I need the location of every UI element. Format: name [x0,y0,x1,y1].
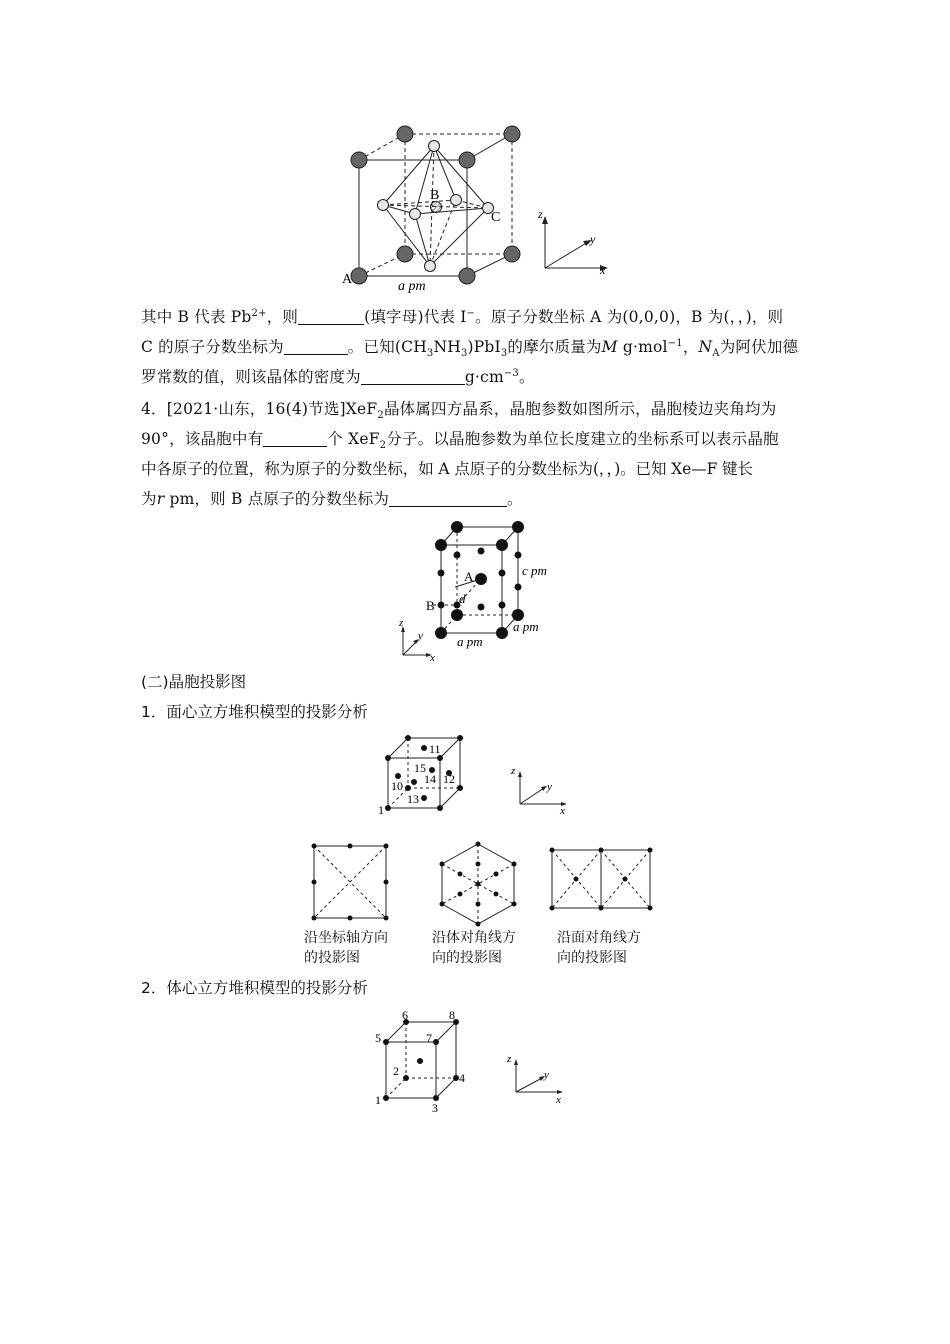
label-a-pm: a pm [398,279,426,293]
q3-text: 罗常数的值，则该晶体的密度为 [141,368,361,386]
corner-atom [457,785,463,791]
label-a: A [342,272,353,287]
face-atom [421,745,427,751]
f-atom [499,602,506,609]
axis-y-label: y [590,232,596,246]
face-atom [410,209,421,220]
f-atom [499,570,506,577]
corner-atom [457,735,463,741]
f-atom [515,552,522,559]
corner-atom [504,246,520,262]
corner-atom [397,246,413,262]
q4-sub: 2 [379,440,387,452]
f-atom [515,584,522,591]
caption-face-diagonal-projection [557,928,641,968]
question-3-text [141,302,809,392]
q4-text: 。 [507,490,523,508]
xe-atom [451,609,463,621]
n10: 10 [391,779,403,793]
projection-axis-figure [308,840,392,924]
n15: 15 [414,761,426,775]
label-c-pm: c pm [522,563,547,578]
q4-sub: 2 [377,410,384,422]
label-a: A [464,569,474,584]
q3-sub: 3 [460,348,468,360]
f-atom [438,570,445,577]
q3-text: 其中 B 代表 Pb [141,308,252,326]
item-1-title: 1．面心立方堆积模型的投影分析 [141,703,368,721]
corner-atom [383,1095,389,1101]
q4-text: 晶体属四方晶系，晶胞参数如图所示，晶胞棱边夹角均为 [383,400,777,418]
corner-atom [351,152,367,168]
q3-sub: 3 [500,348,508,360]
n11: 11 [429,742,441,756]
q3-text: )PbI [467,338,501,356]
corner-atom [437,805,443,811]
f-atom [478,604,485,611]
q3-sup: −1 [667,337,683,349]
answer-blank [361,366,465,385]
axis-x-label: x [430,652,435,664]
answer-blank [389,488,507,507]
f-atom [438,602,445,609]
corner-atom [403,1075,409,1081]
label-a-pm-bottom: a pm [457,634,483,649]
corner-atom [385,805,391,811]
answer-blank [298,306,364,325]
body-center-atom [417,1058,423,1064]
axis-x-label: x [560,805,565,817]
q3-text: g·mol [617,338,668,356]
caption-axis-projection [304,928,388,968]
face-atom [451,195,462,206]
label-c: C [491,210,501,225]
axis-x-label: x [600,263,606,277]
q3-sub: 3 [426,348,434,360]
xef2-cell-figure [395,515,565,665]
corner-atom [405,735,411,741]
face-atom [378,200,389,211]
corner-atom [385,755,391,761]
axis-y-label: y [547,781,552,793]
caption-line: 向的投影图 [557,950,627,966]
q3-text: g·cm [464,368,504,386]
xe-atom [512,521,524,533]
n2: 2 [393,1064,399,1078]
projection-face-diagonal-figure [546,844,656,914]
q3-text: (填字母)代表 I [364,308,467,326]
corner-atom [351,268,367,284]
q3-text: 为阿伏加德 [719,338,799,356]
corner-atom [397,126,413,142]
f-atom [478,548,485,555]
n6: 6 [402,1008,408,1022]
caption-line: 沿面对角线方 [557,930,641,946]
q3-text: C 的原子分数坐标为 [141,338,284,356]
face-atom [421,795,427,801]
axis-z-label: z [538,207,543,221]
label-a-pm-right: a pm [513,619,539,634]
label-b: B [430,188,440,203]
face-atom [425,261,436,272]
q3-text: 。原子分数坐标 A 为(0,0,0)，B 为(，，)，则 [475,308,784,326]
xe-atom [435,627,447,639]
q4-text: 90°，该晶胞中有 [141,430,264,448]
axis-x-label: x [556,1094,561,1106]
n3: 3 [432,1101,438,1115]
face-atom [429,141,440,152]
n7: 7 [426,1031,432,1045]
axis-z-label: z [511,765,516,777]
q4-text: pm，则 B 点原子的分数坐标为 [164,490,390,508]
n1: 1 [378,803,384,817]
q3-sup: 2+ [251,307,267,319]
q3-text: ，则 [266,308,299,326]
n4: 4 [459,1071,465,1085]
q3-var: M [601,338,618,356]
q3-text: 。已知(CH [347,338,427,356]
corner-atom [405,785,411,791]
center-atom-b [431,202,442,213]
bcc-cell-figure [370,1008,580,1118]
n12: 12 [443,772,455,786]
corner-atom [433,1039,439,1045]
xe-atom-center [475,573,487,585]
projection-body-diagonal-figure [434,838,522,928]
caption-body-diagonal-projection [432,928,516,968]
q3-text: 的摩尔质量为 [507,338,602,356]
q4-text: 分子。以晶胞参数为单位长度建立的坐标系可以表示晶胞 [386,430,779,448]
answer-blank [263,428,327,447]
axis-z-label: z [507,1053,512,1065]
n1: 1 [375,1093,381,1107]
q3-text: 。 [519,368,535,386]
q4-text: 中各原子的位置，称为原子的分数坐标，如 A 点原子的分数坐标为(，，)。已知 Xe—F 键长 [141,460,753,478]
xe-atom [496,539,508,551]
section-title: (二)晶胞投影图 [141,673,247,691]
q3-text: ， [682,338,699,356]
item-2-title: 2．体心立方堆积模型的投影分析 [141,979,368,997]
label-b: B [426,598,435,613]
corner-atom [383,1039,389,1045]
caption-line: 的投影图 [304,950,360,966]
q3-var: N [698,338,713,356]
axis-y-label: y [418,630,423,642]
xe-atom [496,627,508,639]
axis-z-label: z [399,617,404,629]
n13: 13 [407,792,419,806]
q4-text: 4．[2021·山东，16(4)节选]XeF [141,400,378,418]
q3-text: NH [433,338,461,356]
fcc-cell-figure [372,730,582,820]
answer-blank [284,336,348,355]
n8: 8 [449,1008,455,1022]
xe-atom [435,539,447,551]
q4-text: 个 XeF [327,430,380,448]
corner-atom [504,126,520,142]
perovskite-cell-figure [330,118,630,293]
label-d: d [459,591,466,606]
caption-line: 向的投影图 [432,950,502,966]
f-atom [454,552,461,559]
axis-y-label: y [544,1069,549,1081]
q4-text: 为 [141,490,157,508]
q4-var: r [156,490,165,508]
q3-sup: −3 [503,367,519,379]
caption-line: 沿坐标轴方向 [304,930,388,946]
q3-sup: − [466,307,476,319]
q3-sub: A [712,348,720,360]
corner-atom [459,152,475,168]
caption-line: 沿体对角线方 [432,930,516,946]
n5: 5 [375,1031,381,1045]
corner-atom [459,268,475,284]
n14: 14 [424,772,436,786]
xe-atom [451,521,463,533]
face-atom [411,779,417,785]
question-4-text [141,394,809,514]
